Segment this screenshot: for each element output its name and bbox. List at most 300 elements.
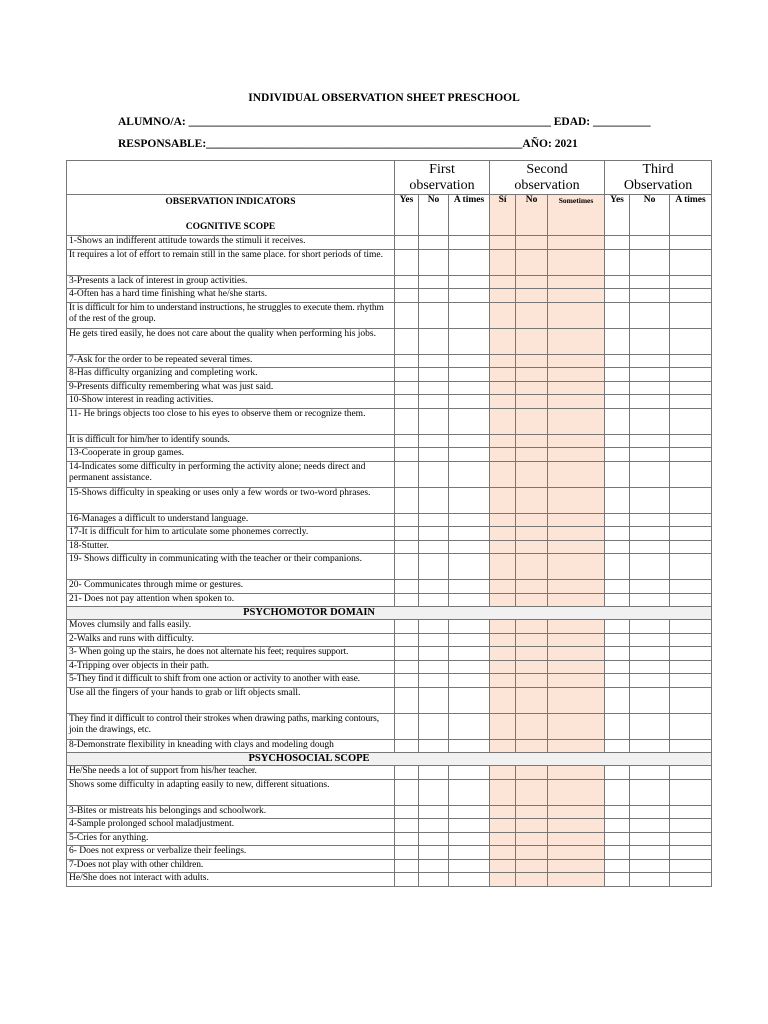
check-cell[interactable] bbox=[395, 368, 419, 382]
check-cell[interactable] bbox=[449, 832, 490, 846]
check-cell[interactable] bbox=[449, 381, 490, 395]
check-cell[interactable] bbox=[419, 647, 449, 661]
check-cell[interactable] bbox=[548, 354, 605, 368]
check-cell[interactable] bbox=[548, 620, 605, 634]
check-cell[interactable] bbox=[419, 620, 449, 634]
check-cell[interactable] bbox=[490, 289, 516, 303]
check-cell[interactable] bbox=[605, 236, 630, 250]
check-cell[interactable] bbox=[630, 739, 670, 753]
check-cell[interactable] bbox=[605, 859, 630, 873]
check-cell[interactable] bbox=[449, 236, 490, 250]
check-cell[interactable] bbox=[630, 249, 670, 275]
check-cell[interactable] bbox=[516, 527, 548, 541]
check-cell[interactable] bbox=[548, 381, 605, 395]
check-cell[interactable] bbox=[449, 275, 490, 289]
check-cell[interactable] bbox=[670, 713, 712, 739]
check-cell[interactable] bbox=[490, 554, 516, 580]
check-cell[interactable] bbox=[419, 832, 449, 846]
check-cell[interactable] bbox=[630, 395, 670, 409]
check-cell[interactable] bbox=[670, 766, 712, 780]
check-cell[interactable] bbox=[670, 408, 712, 434]
check-cell[interactable] bbox=[548, 289, 605, 303]
check-cell[interactable] bbox=[605, 395, 630, 409]
check-cell[interactable] bbox=[419, 540, 449, 554]
check-cell[interactable] bbox=[605, 832, 630, 846]
check-cell[interactable] bbox=[419, 461, 449, 487]
check-cell[interactable] bbox=[548, 660, 605, 674]
check-cell[interactable] bbox=[605, 381, 630, 395]
check-cell[interactable] bbox=[670, 633, 712, 647]
check-cell[interactable] bbox=[516, 713, 548, 739]
check-cell[interactable] bbox=[605, 408, 630, 434]
check-cell[interactable] bbox=[605, 593, 630, 607]
check-cell[interactable] bbox=[490, 805, 516, 819]
check-cell[interactable] bbox=[449, 408, 490, 434]
check-cell[interactable] bbox=[548, 674, 605, 688]
check-cell[interactable] bbox=[670, 368, 712, 382]
check-cell[interactable] bbox=[419, 487, 449, 513]
check-cell[interactable] bbox=[395, 593, 419, 607]
check-cell[interactable] bbox=[395, 487, 419, 513]
check-cell[interactable] bbox=[548, 461, 605, 487]
check-cell[interactable] bbox=[605, 580, 630, 594]
check-cell[interactable] bbox=[490, 647, 516, 661]
check-cell[interactable] bbox=[516, 805, 548, 819]
check-cell[interactable] bbox=[548, 275, 605, 289]
check-cell[interactable] bbox=[516, 328, 548, 354]
check-cell[interactable] bbox=[419, 368, 449, 382]
check-cell[interactable] bbox=[548, 580, 605, 594]
check-cell[interactable] bbox=[630, 354, 670, 368]
check-cell[interactable] bbox=[395, 513, 419, 527]
check-cell[interactable] bbox=[630, 620, 670, 634]
check-cell[interactable] bbox=[605, 674, 630, 688]
check-cell[interactable] bbox=[395, 739, 419, 753]
check-cell[interactable] bbox=[419, 687, 449, 713]
check-cell[interactable] bbox=[395, 354, 419, 368]
check-cell[interactable] bbox=[605, 739, 630, 753]
check-cell[interactable] bbox=[419, 249, 449, 275]
check-cell[interactable] bbox=[605, 513, 630, 527]
check-cell[interactable] bbox=[670, 554, 712, 580]
check-cell[interactable] bbox=[670, 593, 712, 607]
check-cell[interactable] bbox=[490, 633, 516, 647]
check-cell[interactable] bbox=[630, 408, 670, 434]
check-cell[interactable] bbox=[670, 354, 712, 368]
check-cell[interactable] bbox=[419, 381, 449, 395]
check-cell[interactable] bbox=[395, 275, 419, 289]
check-cell[interactable] bbox=[630, 873, 670, 887]
check-cell[interactable] bbox=[630, 434, 670, 448]
check-cell[interactable] bbox=[516, 354, 548, 368]
check-cell[interactable] bbox=[395, 580, 419, 594]
check-cell[interactable] bbox=[516, 487, 548, 513]
check-cell[interactable] bbox=[548, 448, 605, 462]
check-cell[interactable] bbox=[630, 368, 670, 382]
check-cell[interactable] bbox=[670, 527, 712, 541]
check-cell[interactable] bbox=[630, 513, 670, 527]
check-cell[interactable] bbox=[630, 647, 670, 661]
check-cell[interactable] bbox=[419, 275, 449, 289]
check-cell[interactable] bbox=[490, 513, 516, 527]
check-cell[interactable] bbox=[449, 554, 490, 580]
check-cell[interactable] bbox=[630, 554, 670, 580]
check-cell[interactable] bbox=[548, 859, 605, 873]
check-cell[interactable] bbox=[395, 633, 419, 647]
check-cell[interactable] bbox=[395, 873, 419, 887]
check-cell[interactable] bbox=[449, 739, 490, 753]
check-cell[interactable] bbox=[419, 236, 449, 250]
check-cell[interactable] bbox=[449, 302, 490, 328]
check-cell[interactable] bbox=[490, 832, 516, 846]
check-cell[interactable] bbox=[670, 660, 712, 674]
check-cell[interactable] bbox=[548, 819, 605, 833]
check-cell[interactable] bbox=[548, 713, 605, 739]
check-cell[interactable] bbox=[605, 873, 630, 887]
check-cell[interactable] bbox=[516, 580, 548, 594]
check-cell[interactable] bbox=[670, 739, 712, 753]
check-cell[interactable] bbox=[490, 819, 516, 833]
check-cell[interactable] bbox=[630, 805, 670, 819]
check-cell[interactable] bbox=[670, 687, 712, 713]
check-cell[interactable] bbox=[449, 766, 490, 780]
check-cell[interactable] bbox=[490, 687, 516, 713]
check-cell[interactable] bbox=[449, 328, 490, 354]
check-cell[interactable] bbox=[419, 289, 449, 303]
check-cell[interactable] bbox=[490, 408, 516, 434]
check-cell[interactable] bbox=[395, 434, 419, 448]
check-cell[interactable] bbox=[630, 580, 670, 594]
check-cell[interactable] bbox=[395, 289, 419, 303]
check-cell[interactable] bbox=[548, 873, 605, 887]
check-cell[interactable] bbox=[516, 513, 548, 527]
check-cell[interactable] bbox=[395, 302, 419, 328]
check-cell[interactable] bbox=[516, 408, 548, 434]
check-cell[interactable] bbox=[516, 633, 548, 647]
check-cell[interactable] bbox=[670, 395, 712, 409]
check-cell[interactable] bbox=[490, 873, 516, 887]
check-cell[interactable] bbox=[548, 527, 605, 541]
check-cell[interactable] bbox=[419, 395, 449, 409]
check-cell[interactable] bbox=[490, 328, 516, 354]
check-cell[interactable] bbox=[548, 540, 605, 554]
check-cell[interactable] bbox=[670, 434, 712, 448]
check-cell[interactable] bbox=[395, 779, 419, 805]
check-cell[interactable] bbox=[670, 461, 712, 487]
check-cell[interactable] bbox=[605, 527, 630, 541]
check-cell[interactable] bbox=[419, 633, 449, 647]
check-cell[interactable] bbox=[516, 381, 548, 395]
check-cell[interactable] bbox=[630, 302, 670, 328]
check-cell[interactable] bbox=[548, 593, 605, 607]
check-cell[interactable] bbox=[419, 739, 449, 753]
check-cell[interactable] bbox=[516, 647, 548, 661]
check-cell[interactable] bbox=[630, 540, 670, 554]
check-cell[interactable] bbox=[490, 846, 516, 860]
check-cell[interactable] bbox=[419, 302, 449, 328]
check-cell[interactable] bbox=[490, 461, 516, 487]
check-cell[interactable] bbox=[395, 408, 419, 434]
check-cell[interactable] bbox=[395, 859, 419, 873]
check-cell[interactable] bbox=[449, 513, 490, 527]
check-cell[interactable] bbox=[670, 819, 712, 833]
check-cell[interactable] bbox=[630, 832, 670, 846]
check-cell[interactable] bbox=[449, 713, 490, 739]
check-cell[interactable] bbox=[395, 660, 419, 674]
check-cell[interactable] bbox=[419, 674, 449, 688]
check-cell[interactable] bbox=[395, 713, 419, 739]
check-cell[interactable] bbox=[548, 249, 605, 275]
check-cell[interactable] bbox=[670, 289, 712, 303]
check-cell[interactable] bbox=[449, 633, 490, 647]
check-cell[interactable] bbox=[490, 448, 516, 462]
check-cell[interactable] bbox=[449, 687, 490, 713]
check-cell[interactable] bbox=[605, 766, 630, 780]
check-cell[interactable] bbox=[670, 620, 712, 634]
check-cell[interactable] bbox=[516, 275, 548, 289]
check-cell[interactable] bbox=[548, 779, 605, 805]
check-cell[interactable] bbox=[630, 766, 670, 780]
check-cell[interactable] bbox=[605, 805, 630, 819]
check-cell[interactable] bbox=[630, 593, 670, 607]
check-cell[interactable] bbox=[605, 633, 630, 647]
check-cell[interactable] bbox=[605, 487, 630, 513]
check-cell[interactable] bbox=[548, 846, 605, 860]
check-cell[interactable] bbox=[605, 687, 630, 713]
check-cell[interactable] bbox=[490, 487, 516, 513]
check-cell[interactable] bbox=[630, 236, 670, 250]
check-cell[interactable] bbox=[449, 660, 490, 674]
check-cell[interactable] bbox=[516, 593, 548, 607]
check-cell[interactable] bbox=[419, 580, 449, 594]
check-cell[interactable] bbox=[419, 805, 449, 819]
check-cell[interactable] bbox=[605, 275, 630, 289]
check-cell[interactable] bbox=[605, 461, 630, 487]
check-cell[interactable] bbox=[395, 461, 419, 487]
check-cell[interactable] bbox=[516, 249, 548, 275]
check-cell[interactable] bbox=[605, 249, 630, 275]
check-cell[interactable] bbox=[395, 328, 419, 354]
check-cell[interactable] bbox=[605, 713, 630, 739]
check-cell[interactable] bbox=[670, 859, 712, 873]
check-cell[interactable] bbox=[419, 859, 449, 873]
check-cell[interactable] bbox=[605, 354, 630, 368]
check-cell[interactable] bbox=[670, 580, 712, 594]
check-cell[interactable] bbox=[630, 687, 670, 713]
check-cell[interactable] bbox=[395, 846, 419, 860]
check-cell[interactable] bbox=[670, 328, 712, 354]
check-cell[interactable] bbox=[548, 408, 605, 434]
check-cell[interactable] bbox=[449, 527, 490, 541]
check-cell[interactable] bbox=[548, 766, 605, 780]
check-cell[interactable] bbox=[630, 289, 670, 303]
check-cell[interactable] bbox=[490, 859, 516, 873]
check-cell[interactable] bbox=[605, 620, 630, 634]
check-cell[interactable] bbox=[449, 540, 490, 554]
check-cell[interactable] bbox=[605, 819, 630, 833]
check-cell[interactable] bbox=[630, 461, 670, 487]
check-cell[interactable] bbox=[630, 381, 670, 395]
check-cell[interactable] bbox=[670, 846, 712, 860]
check-cell[interactable] bbox=[449, 434, 490, 448]
check-cell[interactable] bbox=[548, 302, 605, 328]
check-cell[interactable] bbox=[516, 660, 548, 674]
check-cell[interactable] bbox=[419, 593, 449, 607]
check-cell[interactable] bbox=[516, 554, 548, 580]
check-cell[interactable] bbox=[630, 275, 670, 289]
check-cell[interactable] bbox=[630, 328, 670, 354]
check-cell[interactable] bbox=[395, 554, 419, 580]
check-cell[interactable] bbox=[516, 779, 548, 805]
check-cell[interactable] bbox=[548, 434, 605, 448]
check-cell[interactable] bbox=[516, 434, 548, 448]
check-cell[interactable] bbox=[670, 832, 712, 846]
check-cell[interactable] bbox=[395, 381, 419, 395]
check-cell[interactable] bbox=[490, 236, 516, 250]
check-cell[interactable] bbox=[490, 766, 516, 780]
check-cell[interactable] bbox=[395, 819, 419, 833]
check-cell[interactable] bbox=[490, 527, 516, 541]
check-cell[interactable] bbox=[419, 779, 449, 805]
check-cell[interactable] bbox=[516, 859, 548, 873]
check-cell[interactable] bbox=[605, 302, 630, 328]
check-cell[interactable] bbox=[516, 540, 548, 554]
check-cell[interactable] bbox=[449, 873, 490, 887]
check-cell[interactable] bbox=[449, 487, 490, 513]
check-cell[interactable] bbox=[670, 448, 712, 462]
check-cell[interactable] bbox=[630, 487, 670, 513]
check-cell[interactable] bbox=[516, 448, 548, 462]
check-cell[interactable] bbox=[449, 674, 490, 688]
check-cell[interactable] bbox=[605, 540, 630, 554]
check-cell[interactable] bbox=[605, 846, 630, 860]
check-cell[interactable] bbox=[630, 713, 670, 739]
check-cell[interactable] bbox=[449, 448, 490, 462]
check-cell[interactable] bbox=[548, 739, 605, 753]
check-cell[interactable] bbox=[605, 289, 630, 303]
check-cell[interactable] bbox=[419, 354, 449, 368]
check-cell[interactable] bbox=[548, 832, 605, 846]
check-cell[interactable] bbox=[630, 527, 670, 541]
check-cell[interactable] bbox=[449, 593, 490, 607]
check-cell[interactable] bbox=[670, 381, 712, 395]
check-cell[interactable] bbox=[630, 660, 670, 674]
check-cell[interactable] bbox=[490, 249, 516, 275]
check-cell[interactable] bbox=[395, 674, 419, 688]
check-cell[interactable] bbox=[449, 846, 490, 860]
check-cell[interactable] bbox=[548, 647, 605, 661]
check-cell[interactable] bbox=[490, 593, 516, 607]
check-cell[interactable] bbox=[395, 832, 419, 846]
check-cell[interactable] bbox=[630, 779, 670, 805]
check-cell[interactable] bbox=[670, 873, 712, 887]
check-cell[interactable] bbox=[548, 368, 605, 382]
check-cell[interactable] bbox=[419, 713, 449, 739]
check-cell[interactable] bbox=[630, 819, 670, 833]
check-cell[interactable] bbox=[395, 647, 419, 661]
check-cell[interactable] bbox=[670, 487, 712, 513]
check-cell[interactable] bbox=[670, 513, 712, 527]
check-cell[interactable] bbox=[419, 660, 449, 674]
check-cell[interactable] bbox=[419, 408, 449, 434]
check-cell[interactable] bbox=[548, 805, 605, 819]
check-cell[interactable] bbox=[490, 580, 516, 594]
check-cell[interactable] bbox=[548, 328, 605, 354]
check-cell[interactable] bbox=[419, 434, 449, 448]
check-cell[interactable] bbox=[395, 766, 419, 780]
check-cell[interactable] bbox=[670, 236, 712, 250]
check-cell[interactable] bbox=[605, 647, 630, 661]
check-cell[interactable] bbox=[419, 527, 449, 541]
check-cell[interactable] bbox=[548, 395, 605, 409]
check-cell[interactable] bbox=[419, 554, 449, 580]
check-cell[interactable] bbox=[449, 249, 490, 275]
check-cell[interactable] bbox=[395, 620, 419, 634]
check-cell[interactable] bbox=[605, 448, 630, 462]
check-cell[interactable] bbox=[516, 674, 548, 688]
check-cell[interactable] bbox=[516, 368, 548, 382]
check-cell[interactable] bbox=[490, 368, 516, 382]
check-cell[interactable] bbox=[449, 819, 490, 833]
check-cell[interactable] bbox=[449, 620, 490, 634]
check-cell[interactable] bbox=[419, 328, 449, 354]
check-cell[interactable] bbox=[490, 620, 516, 634]
check-cell[interactable] bbox=[449, 859, 490, 873]
check-cell[interactable] bbox=[490, 354, 516, 368]
check-cell[interactable] bbox=[630, 859, 670, 873]
check-cell[interactable] bbox=[419, 448, 449, 462]
check-cell[interactable] bbox=[605, 328, 630, 354]
check-cell[interactable] bbox=[419, 846, 449, 860]
check-cell[interactable] bbox=[516, 236, 548, 250]
check-cell[interactable] bbox=[395, 527, 419, 541]
check-cell[interactable] bbox=[395, 805, 419, 819]
check-cell[interactable] bbox=[449, 805, 490, 819]
check-cell[interactable] bbox=[490, 540, 516, 554]
check-cell[interactable] bbox=[516, 687, 548, 713]
check-cell[interactable] bbox=[605, 779, 630, 805]
check-cell[interactable] bbox=[548, 487, 605, 513]
check-cell[interactable] bbox=[449, 647, 490, 661]
check-cell[interactable] bbox=[670, 540, 712, 554]
check-cell[interactable] bbox=[670, 779, 712, 805]
check-cell[interactable] bbox=[516, 766, 548, 780]
check-cell[interactable] bbox=[449, 289, 490, 303]
check-cell[interactable] bbox=[516, 289, 548, 303]
check-cell[interactable] bbox=[490, 395, 516, 409]
check-cell[interactable] bbox=[490, 302, 516, 328]
check-cell[interactable] bbox=[605, 660, 630, 674]
check-cell[interactable] bbox=[516, 620, 548, 634]
check-cell[interactable] bbox=[605, 368, 630, 382]
check-cell[interactable] bbox=[605, 554, 630, 580]
check-cell[interactable] bbox=[516, 832, 548, 846]
check-cell[interactable] bbox=[516, 819, 548, 833]
check-cell[interactable] bbox=[516, 739, 548, 753]
check-cell[interactable] bbox=[490, 275, 516, 289]
check-cell[interactable] bbox=[490, 381, 516, 395]
check-cell[interactable] bbox=[516, 461, 548, 487]
check-cell[interactable] bbox=[395, 395, 419, 409]
check-cell[interactable] bbox=[395, 540, 419, 554]
check-cell[interactable] bbox=[670, 302, 712, 328]
check-cell[interactable] bbox=[548, 236, 605, 250]
check-cell[interactable] bbox=[490, 779, 516, 805]
check-cell[interactable] bbox=[548, 633, 605, 647]
check-cell[interactable] bbox=[395, 249, 419, 275]
check-cell[interactable] bbox=[449, 779, 490, 805]
check-cell[interactable] bbox=[670, 249, 712, 275]
